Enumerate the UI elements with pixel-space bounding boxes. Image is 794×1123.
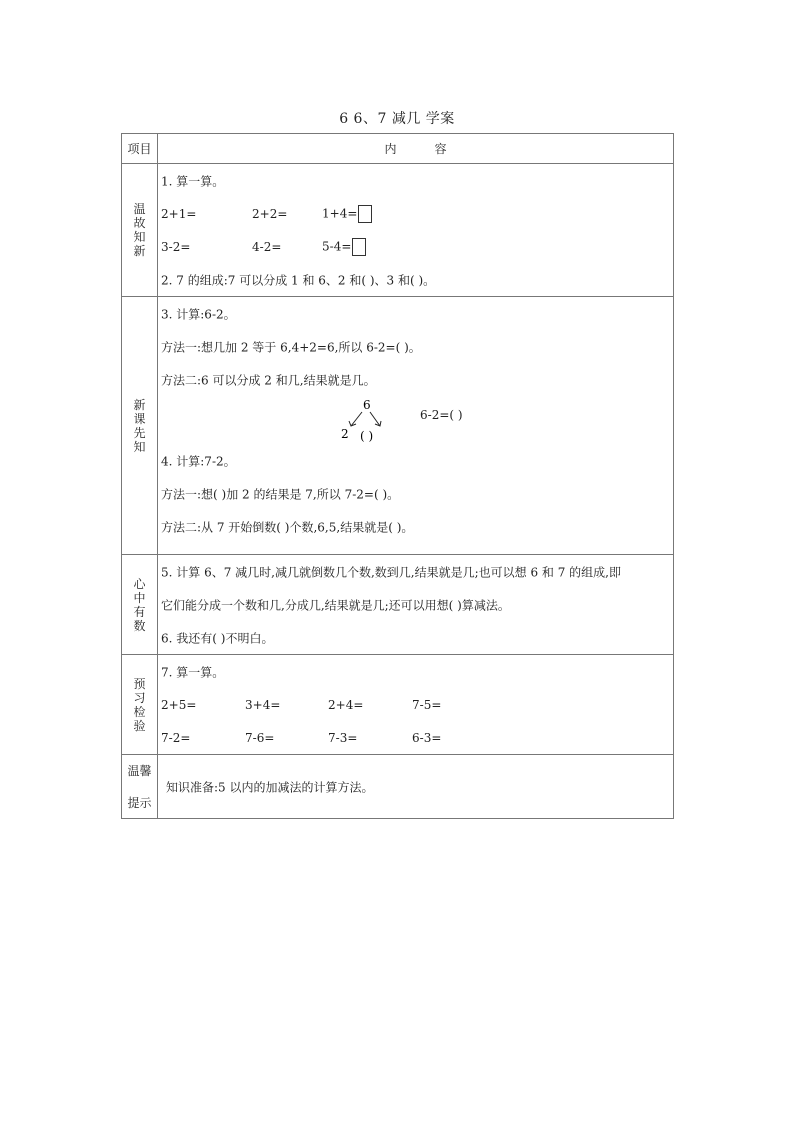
check-row-1	[158, 688, 673, 721]
section-review	[122, 164, 674, 297]
section-review-label: 温故知新	[122, 164, 158, 297]
method-1-text: 方法一:想几加 2 等于 6,4+2=6,所以 6-2=( )。	[161, 340, 421, 354]
check-expr: 2+4=	[328, 697, 364, 712]
tip-label-a: 温馨	[127, 763, 152, 778]
q6-line	[158, 621, 673, 654]
method-4	[158, 510, 673, 543]
decomposition-tree	[338, 396, 418, 444]
method-3	[158, 477, 673, 510]
tree-right-arrow	[370, 412, 380, 426]
q1-line	[158, 164, 673, 197]
q2-text: 2. 7 的组成:7 可以分成 1 和 6、2 和( )、3 和( )。	[161, 273, 436, 287]
check-expr: 2+5=	[161, 697, 197, 712]
check-expr: 7-2=	[161, 730, 191, 745]
check-expr: 7-6=	[245, 730, 275, 745]
q5-text-2: 它们能分成一个数和几,分成几,结果就是几;还可以用想( )算减法。	[161, 598, 510, 612]
page-title: 6 6、7 减几 学案	[339, 111, 455, 127]
header-content-b: 容	[434, 142, 447, 156]
section-tip-content	[158, 755, 674, 819]
q5-text-1: 5. 计算 6、7 减几时,减几就倒数几个数,数到几,结果就是几;也可以想 6 和 7 的组成,即	[161, 565, 621, 579]
q4-text: 4. 计算:7-2。	[161, 454, 236, 468]
review-expr: 3-2=	[161, 239, 191, 254]
review-expr: 2+1=	[161, 206, 197, 221]
tree-left-arrow	[351, 412, 362, 426]
answer-box[interactable]	[352, 238, 366, 256]
section-check-label: 预习检验	[122, 655, 158, 755]
tip-line	[158, 770, 673, 803]
review-expr: 5-4=	[322, 239, 352, 253]
method-2-text: 方法二:6 可以分成 2 和几,结果就是几。	[161, 373, 376, 387]
section-preview-content	[158, 297, 674, 555]
method-1	[158, 330, 673, 363]
tree-top: 6	[363, 398, 371, 412]
review-expr: 1+4=	[322, 206, 358, 220]
header-content	[158, 134, 674, 164]
section-preview	[122, 297, 674, 555]
q3-text: 3. 计算:6-2。	[161, 307, 236, 321]
tree-equation: 6-2=( )	[420, 408, 463, 422]
tip-label-b: 提示	[127, 795, 152, 810]
method-3-text: 方法一:想( )加 2 的结果是 7,所以 7-2=( )。	[161, 487, 400, 501]
section-tip-label	[122, 755, 158, 819]
check-expr: 7-3=	[328, 730, 358, 745]
check-expr: 6-3=	[412, 730, 442, 745]
method-4-text: 方法二:从 7 开始倒数( )个数,6,5,结果就是( )。	[161, 520, 414, 534]
review-row-1	[158, 197, 673, 230]
worksheet-table	[121, 133, 674, 819]
header-row	[122, 134, 674, 164]
tree-right: ( )	[360, 429, 374, 443]
q6-text: 6. 我还有( )不明白。	[161, 631, 274, 645]
review-expr: 4-2=	[252, 239, 282, 254]
q7-text: 7. 算一算。	[161, 665, 225, 679]
section-check	[122, 655, 674, 755]
header-item-label: 项目	[127, 141, 152, 156]
q4-line	[158, 444, 673, 477]
q5-line-1	[158, 555, 673, 588]
q3-line	[158, 297, 673, 330]
tip-text: 知识准备:5 以内的加减法的计算方法。	[166, 780, 374, 794]
check-expr: 3+4=	[245, 697, 281, 712]
review-row-2	[158, 230, 673, 263]
section-review-content	[158, 164, 674, 297]
tree-left: 2	[341, 427, 349, 441]
header-content-a: 内	[384, 142, 397, 156]
check-row-2	[158, 721, 673, 754]
header-item	[122, 134, 158, 164]
q1-text: 1. 算一算。	[161, 174, 225, 188]
review-expr: 2+2=	[252, 206, 288, 221]
q2-line	[158, 263, 673, 296]
answer-box[interactable]	[358, 205, 372, 223]
section-preview-label: 新课先知	[122, 297, 158, 555]
q7-line	[158, 655, 673, 688]
section-tip	[122, 755, 674, 819]
check-expr: 7-5=	[412, 697, 442, 712]
decomposition-diagram	[158, 396, 673, 444]
section-check-content	[158, 655, 674, 755]
section-heart-content	[158, 555, 674, 655]
q5-line-2	[158, 588, 673, 621]
method-2	[158, 363, 673, 396]
section-heart	[122, 555, 674, 655]
section-heart-label: 心中有数	[122, 555, 158, 655]
